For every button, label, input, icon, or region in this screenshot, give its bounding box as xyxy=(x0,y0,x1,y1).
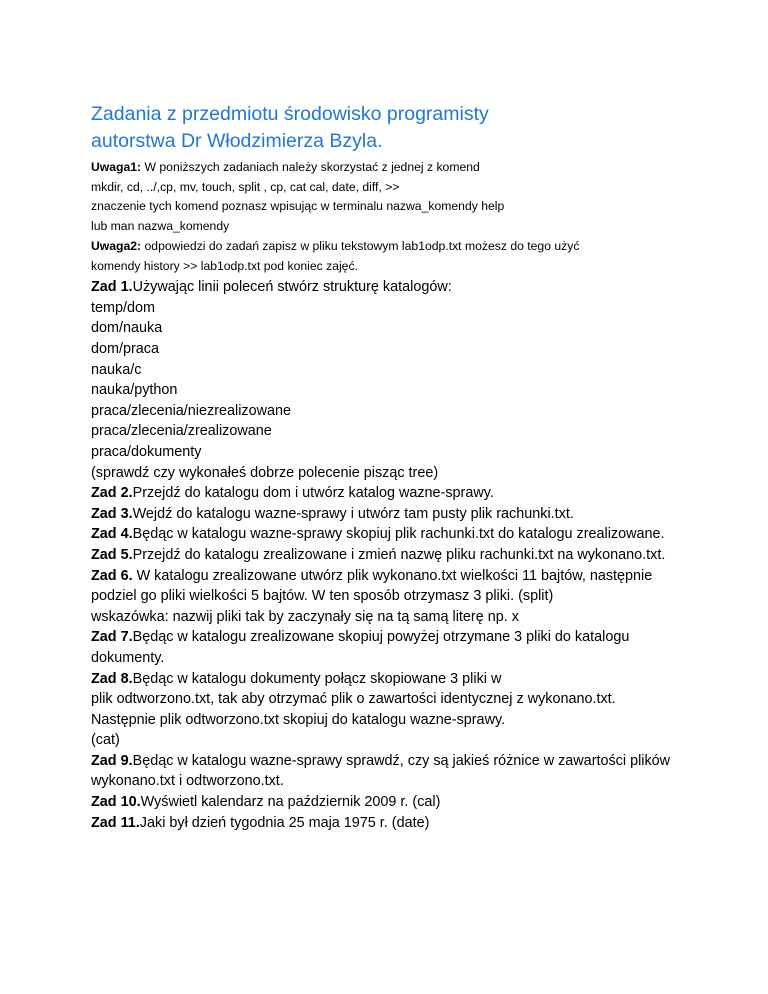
task-4 xyxy=(91,524,761,545)
task-7-label: Zad 7. xyxy=(91,629,133,646)
task-6-hint: wskazówka: nazwij pliki tak by zaczynały się na tą samą literę np. x xyxy=(91,608,519,625)
task-6-label: Zad 6. xyxy=(91,567,133,584)
note-1-commands: mkdir, cd, ../,cp, mv, touch, split , cp, cat cal, date, diff, >> xyxy=(91,179,400,194)
title-line-1: Zadania z przedmiotu środowisko programisty xyxy=(91,103,489,125)
task-4-label: Zad 4. xyxy=(91,526,133,543)
dir-item: dom/praca xyxy=(91,341,159,357)
task-1-text: Używając linii poleceń stwórz strukturę katalogów: xyxy=(132,279,452,296)
task-8 xyxy=(91,669,761,690)
task-3-text: Wejdź do katalogu wazne-sprawy i utwórz tam pusty plik rachunki.txt. xyxy=(132,505,574,522)
task-7-text: Będąc w katalogu zrealizowane skopiuj powyżej otrzymane 3 pliki do katalogu xyxy=(132,629,630,646)
task-7 xyxy=(91,627,761,648)
task-9-label: Zad 9. xyxy=(91,752,133,769)
task-5-label: Zad 5. xyxy=(91,546,133,563)
dir-item: praca/zlecenia/zrealizowane xyxy=(91,423,272,440)
task-4-text: Będąc w katalogu wazne-sprawy skopiuj plik rachunki.txt do katalogu zrealizowane. xyxy=(132,526,665,543)
dir-item: praca/zlecenia/niezrealizowane xyxy=(91,402,291,419)
task-8-text: Będąc w katalogu dokumenty połącz skopiowane 3 pliki w xyxy=(132,670,502,687)
task-2-label: Zad 2. xyxy=(91,485,133,502)
dir-item: nauka/python xyxy=(91,382,178,399)
task-7-line-2: dokumenty. xyxy=(91,649,165,666)
note-2 xyxy=(91,237,761,257)
task-6-line-2: podziel go pliki wielkości 5 bajtów. W ten sposób otrzymasz 3 pliki. (split) xyxy=(91,588,554,605)
note-2-text: odpowiedzi do zadań zapisz w pliku tekstowym lab1odp.txt możesz do tego użyć xyxy=(141,238,580,253)
task-11-text: Jaki był dzień tygodnia 25 maja 1975 r. (date) xyxy=(139,814,430,831)
task-1 xyxy=(91,277,761,298)
task-9-line-2: wykonano.txt i odtworzono.txt. xyxy=(91,773,284,790)
task-8-line-3: Następnie plik odtworzono.txt skopiuj do katalogu wazne-sprawy. xyxy=(91,711,506,728)
task-8-label: Zad 8. xyxy=(91,670,133,687)
task-8-line-2: plik odtworzono.txt, tak aby otrzymać plik o zawartości identycznej z wykonano.txt. xyxy=(91,691,616,708)
dir-item: praca/dokumenty xyxy=(91,443,202,460)
note-1-man-line: lub man nazwa_komendy xyxy=(91,219,230,234)
task-10 xyxy=(91,792,761,813)
dir-item: temp/dom xyxy=(91,299,155,316)
task-6-text: W katalogu zrealizowane utwórz plik wykonano.txt wielkości 11 bajtów, następnie xyxy=(132,567,653,584)
dir-item: dom/nauka xyxy=(91,320,163,337)
note-2-label: Uwaga2: xyxy=(91,238,142,253)
task-10-text: Wyświetl kalendarz na październik 2009 r. (cal) xyxy=(140,794,441,811)
task-9-text: Będąc w katalogu wazne-sprawy sprawdź, czy są jakieś różnice w zawartości plików xyxy=(132,752,671,769)
task-10-label: Zad 10. xyxy=(91,794,141,811)
title-line-2: autorstwa Dr Włodzimierza Bzyla. xyxy=(91,130,383,152)
note-2-history-line: komendy history >> lab1odp.txt pod koniec zajęć. xyxy=(91,258,358,273)
task-9 xyxy=(91,751,761,772)
task-5 xyxy=(91,545,761,566)
notes-section xyxy=(91,158,761,276)
task-1-note: (sprawdź czy wykonałeś dobrze polecenie pisząc tree) xyxy=(91,464,439,481)
task-5-text: Przejdź do katalogu zrealizowane i zmień nazwę pliku rachunki.txt na wykonano.txt. xyxy=(132,546,666,563)
note-1 xyxy=(91,158,761,178)
task-3 xyxy=(91,504,761,525)
task-2-text: Przejdź do katalogu dom i utwórz katalog wazne-sprawy. xyxy=(132,485,494,502)
task-2 xyxy=(91,483,761,504)
note-1-help-line: znaczenie tych komend poznasz wpisując w terminalu nazwa_komendy help xyxy=(91,199,505,214)
document-page xyxy=(91,101,761,833)
task-8-line-4: (cat) xyxy=(91,732,120,749)
note-1-label: Uwaga1: xyxy=(91,160,142,174)
tasks-list xyxy=(91,277,761,833)
task-1-label: Zad 1. xyxy=(91,279,133,296)
task-3-label: Zad 3. xyxy=(91,505,133,522)
task-6 xyxy=(91,566,761,587)
note-1-text: W poniższych zadaniach należy skorzystać z jednej z komend xyxy=(141,160,480,174)
document-title xyxy=(91,101,761,155)
task-11 xyxy=(91,813,761,834)
dir-item: nauka/c xyxy=(91,361,142,378)
task-11-label: Zad 11. xyxy=(91,814,140,831)
